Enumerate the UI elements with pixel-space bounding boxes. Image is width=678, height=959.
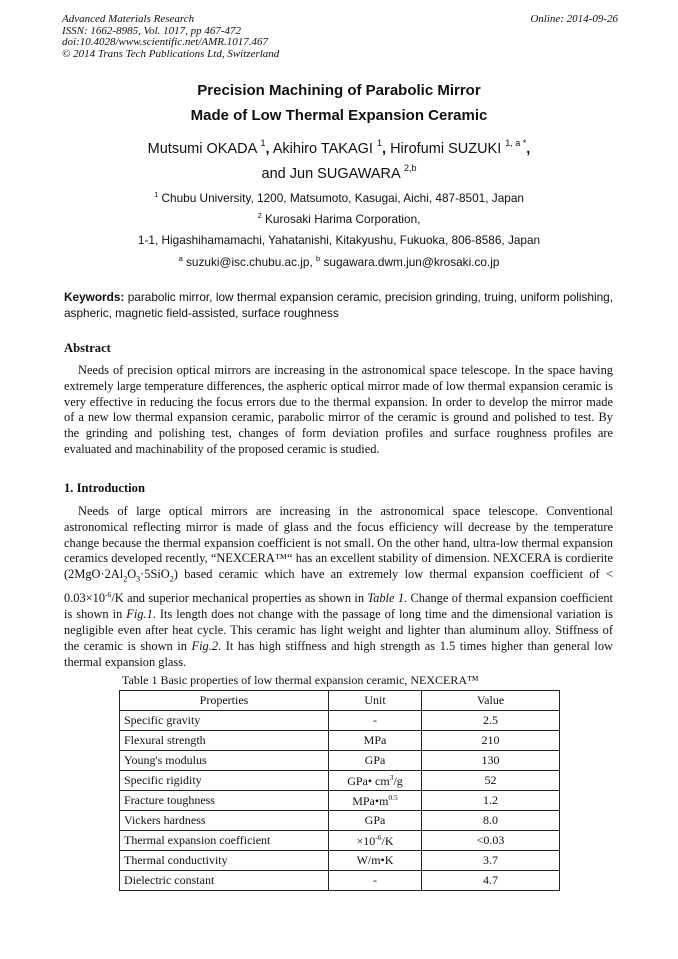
table-header-row: [120, 691, 560, 711]
author-name: Mutsumi OKADA: [147, 141, 257, 157]
value-cell: 52: [422, 771, 560, 791]
figure-reference: Fig.2: [191, 638, 219, 653]
affiliation-1: [0, 190, 678, 205]
email-sup: b: [316, 254, 321, 263]
property-cell: Vickers hardness: [120, 811, 329, 831]
table-row: [120, 731, 560, 751]
intro-text-run: . Its length does not change with the passage of long time and the dimensional variation is negligible even after heat cycle. This ceramic has light weight and lighter than aluminum alloy. Stiffness of the ceramic is shown in: [64, 607, 613, 653]
intro-text-run: O: [127, 567, 137, 582]
unit-cell: MPa: [329, 731, 422, 751]
unit-text: GPa• cm: [347, 773, 390, 788]
value-cell: 4.7: [422, 871, 560, 891]
unit-sup: 3: [389, 772, 394, 782]
property-cell: Specific rigidity: [120, 771, 329, 791]
abstract-heading: Abstract: [64, 341, 111, 355]
value-cell: 8.0: [422, 811, 560, 831]
value-cell: 2.5: [422, 711, 560, 731]
table-row: [120, 871, 560, 891]
introduction-body: [64, 504, 613, 671]
table-row: [120, 771, 560, 791]
paper-title-line1: Precision Machining of Parabolic Mirror: [197, 82, 481, 99]
paper-title-line2: Made of Low Thermal Expansion Ceramic: [190, 107, 488, 124]
intro-text-run: ) based ceramic which have an extremely low thermal expansion coefficient of < 0.03×10: [64, 567, 613, 606]
property-cell: Dielectric constant: [120, 871, 329, 891]
property-cell: Young's modulus: [120, 751, 329, 771]
email-link[interactable]: suzuki@isc.chubu.ac.jp,: [186, 255, 313, 269]
intro-text-run: /K and superior mechanical properties as shown in: [111, 591, 368, 606]
affiliation-sup: 1: [154, 190, 159, 199]
journal-doi: doi:10.4028/www.scientific.net/AMR.1017.467: [62, 36, 269, 48]
property-cell: Flexural strength: [120, 731, 329, 751]
unit-sup: -6: [375, 832, 382, 842]
table-reference: Table 1: [367, 591, 405, 606]
table-header: Value: [422, 691, 560, 711]
intro-sub: 2: [169, 574, 174, 584]
table-header: Unit: [329, 691, 422, 711]
abstract-body: [64, 363, 613, 458]
table-header: Properties: [120, 691, 329, 711]
intro-text-run: ·5SiO: [140, 567, 170, 582]
journal-copyright: © 2014 Trans Tech Publications Ltd, Switzerland: [62, 47, 280, 60]
journal-name: Advanced Materials Research: [62, 13, 195, 25]
keywords-label: Keywords:: [64, 290, 125, 304]
property-cell: Thermal expansion coefficient: [120, 831, 329, 851]
introduction-text: [64, 504, 613, 671]
unit-text: ×10: [356, 833, 376, 848]
properties-table: [119, 690, 560, 891]
table-row: [120, 851, 560, 871]
unit-cell: -: [329, 711, 422, 731]
email-link[interactable]: sugawara.dwm.jun@krosaki.co.jp: [323, 255, 500, 269]
unit-text: /g: [393, 773, 403, 788]
email-sup: a: [178, 254, 183, 263]
value-cell: 3.7: [422, 851, 560, 871]
author-name: and Jun SUGAWARA: [261, 166, 400, 182]
intro-text-run: . Change of thermal expansion coefficient is shown in: [64, 591, 613, 622]
unit-text: MPa•m: [352, 793, 389, 808]
journal-issn: ISSN: 1662-8985, Vol. 1017, pp 467-472: [62, 24, 242, 37]
keywords: [64, 289, 613, 321]
author-sup: 1, a *: [505, 138, 527, 148]
author-name: Akihiro TAKAGI: [272, 141, 373, 157]
unit-sup: 0.5: [388, 792, 398, 802]
affiliation-2-address: 1-1, Higashihamamachi, Yahatanishi, Kitakyushu, Fukuoka, 806-8586, Japan: [137, 233, 541, 247]
unit-cell: [329, 831, 422, 851]
unit-cell: [329, 771, 422, 791]
unit-text: /K: [381, 833, 394, 848]
table-row: [120, 811, 560, 831]
author-line1: Mutsumi OKADA $^1$, Akihiro TAKAGI $^1$, Hirofumi SUZUKI $^{1, a *}$,: [147, 138, 531, 157]
unit-cell: -: [329, 871, 422, 891]
value-cell: 210: [422, 731, 560, 751]
value-cell: 130: [422, 751, 560, 771]
author-emails: [0, 254, 678, 269]
abstract-text: Needs of precision optical mirrors are increasing in the astronomical space telescope. In the space having extremely large temperature differences, the aspheric optical mirror made of low thermal expansion ceramic is very effective in reducing the focus errors due to the thermal expansion. In order to develop the mirror made of a new low thermal expansion ceramic, parabolic mirror of the ceramic is ground and polished to test. By the grinding and polishing test, changes of form deviation profiles and surface roughness profiles are evaluated and machinability of the proposed ceramic is studied.: [64, 363, 613, 456]
property-cell: Fracture toughness: [120, 791, 329, 811]
affiliation-sup: 2: [257, 211, 262, 220]
author-sup: 1: [376, 138, 382, 148]
table-row: [120, 711, 560, 731]
table-row: [120, 751, 560, 771]
affiliation-text: Kurosaki Harima Corporation,: [265, 212, 421, 226]
journal-header: [62, 14, 618, 60]
author-sup: 1: [260, 138, 266, 148]
author-line2: [0, 163, 678, 182]
affiliation-text: Chubu University, 1200, Matsumoto, Kasugai, Aichi, 487-8501, Japan: [161, 191, 524, 205]
author-sup: 2,b: [403, 163, 417, 173]
intro-sub: 3: [136, 574, 141, 584]
unit-cell: W/m•K: [329, 851, 422, 871]
intro-sup: -6: [105, 590, 112, 600]
table-row: [120, 791, 560, 811]
table-caption: Table 1 Basic properties of low thermal expansion ceramic, NEXCERA™: [122, 673, 479, 687]
property-cell: Thermal conductivity: [120, 851, 329, 871]
value-cell: <0.03: [422, 831, 560, 851]
intro-sub: 2: [123, 574, 128, 584]
figure-reference: Fig.1: [126, 607, 153, 622]
unit-cell: [329, 791, 422, 811]
value-cell: 1.2: [422, 791, 560, 811]
property-cell: Specific gravity: [120, 711, 329, 731]
intro-text-run: Needs of large optical mirrors are increasing in the astronomical space telescope. Conventional astronomical reflecting mirror is made of glass and the focus efficiency will decrease by the temperature change because the thermal expansion coefficient is not small. On the other hand, ultra-low thermal expansion ceramics developed recently, “NEXCERA™“ has an excellent stability of dimension. NEXCERA is cordierite (2MgO·2Al: [64, 504, 613, 582]
unit-cell: GPa: [329, 811, 422, 831]
online-date: Online: 2014-09-26: [530, 13, 618, 25]
table-row: [120, 831, 560, 851]
introduction-heading: 1. Introduction: [64, 481, 145, 495]
intro-text-run: . It has high stiffness and high strength as 1.5 times higher than general low thermal expansion glass.: [64, 638, 613, 669]
author-name: Hirofumi SUZUKI: [390, 141, 502, 157]
affiliation-2: [0, 211, 678, 226]
keywords-text: parabolic mirror, low thermal expansion ceramic, precision grinding, truing, uniform polishing, aspheric, magnetic field-assisted, surface roughness: [64, 290, 613, 320]
unit-cell: GPa: [329, 751, 422, 771]
